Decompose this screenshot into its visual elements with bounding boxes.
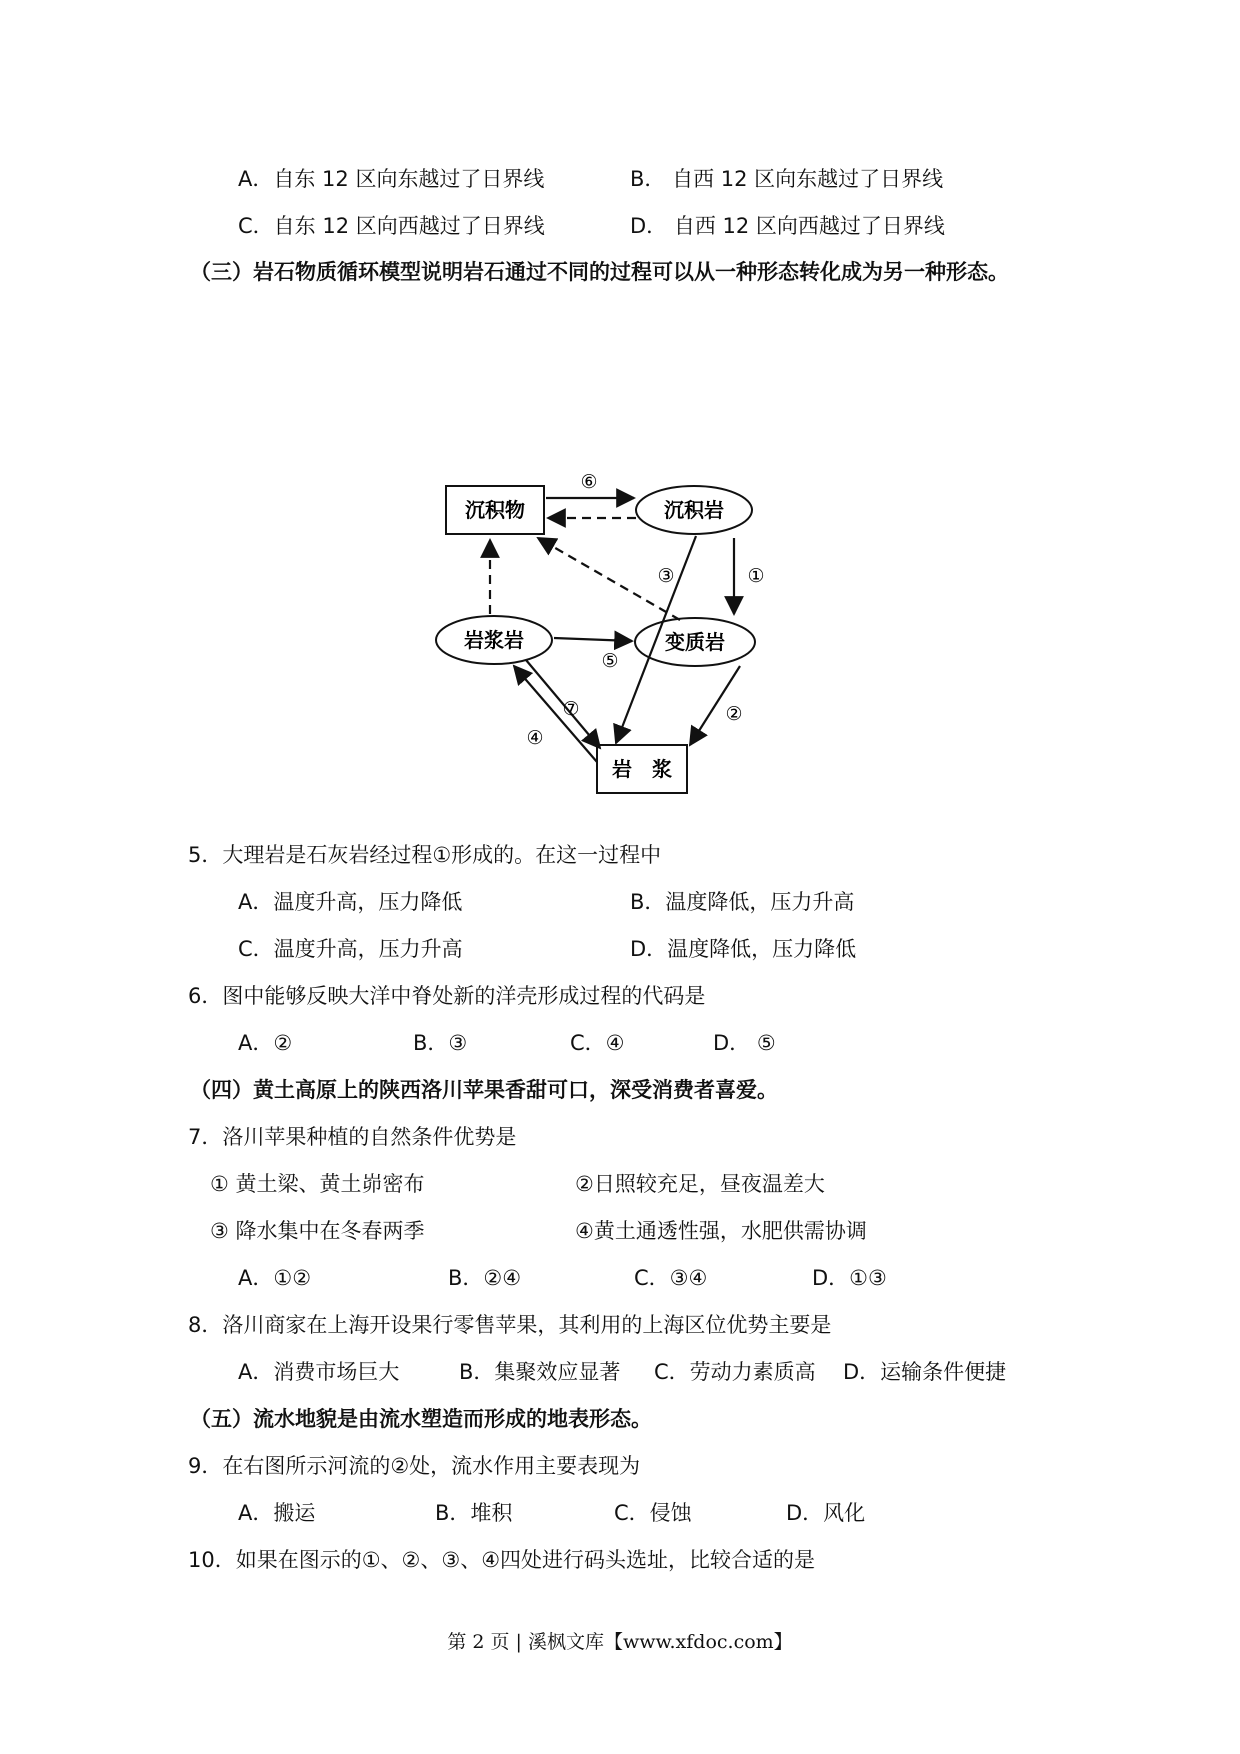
q5-option-b: B．温度降低，压力升高 <box>630 890 855 914</box>
q7-item-2: ②日照较充足，昼夜温差大 <box>575 1172 825 1196</box>
q8-stem: 8．洛川商家在上海开设果行零售苹果，其利用的上海区位优势主要是 <box>188 1313 832 1337</box>
q8-option-c: C．劳动力素质高 <box>654 1360 816 1384</box>
rock-cycle-diagram <box>430 460 830 800</box>
q9-option-b: B．堆积 <box>435 1501 513 1525</box>
section3-heading: （三）岩石物质循环模型说明岩石通过不同的过程可以从一种形态转化成为另一种形态。 <box>190 260 1009 284</box>
node-igneous-rock-label: 岩浆岩 <box>464 628 524 652</box>
node-magma-label: 岩 浆 <box>612 757 672 781</box>
q5-option-c: C．温度升高，压力升高 <box>238 937 463 961</box>
q9-option-c: C．侵蚀 <box>614 1501 692 1525</box>
q9-stem: 9．在右图所示河流的②处，流水作用主要表现为 <box>188 1454 641 1478</box>
q6-option-b: B．③ <box>413 1031 468 1055</box>
q6-option-a: A．② <box>238 1031 293 1055</box>
node-sediment-label: 沉积物 <box>465 498 525 522</box>
q4-option-a: A．自东 12 区向东越过了日界线 <box>238 167 545 191</box>
section5-heading: （五）流水地貌是由流水塑造而形成的地表形态。 <box>190 1407 652 1431</box>
q4-option-d: D． 自西 12 区向西越过了日界线 <box>630 214 945 238</box>
q5-stem: 5．大理岩是石灰岩经过程①形成的。在这一过程中 <box>188 843 662 867</box>
section4-heading: （四）黄土高原上的陕西洛川苹果香甜可口，深受消费者喜爱。 <box>190 1078 778 1102</box>
arrow-5-igneous-metamorphism <box>554 638 632 641</box>
q5-option-a: A．温度升高，压力降低 <box>238 890 463 914</box>
q7-stem: 7．洛川苹果种植的自然条件优势是 <box>188 1125 517 1149</box>
q6-option-c: C．④ <box>570 1031 625 1055</box>
q7-item-1: ① 黄土梁、黄土峁密布 <box>210 1172 425 1196</box>
q7-option-a: A．①② <box>238 1266 312 1290</box>
q8-option-b: B．集聚效应显著 <box>459 1360 621 1384</box>
q6-option-d: D． ⑤ <box>713 1031 776 1055</box>
q8-option-d: D．运输条件便捷 <box>843 1360 1007 1384</box>
q9-option-d: D．风化 <box>786 1501 866 1525</box>
q6-stem: 6．图中能够反映大洋中脊处新的洋壳形成过程的代码是 <box>188 984 706 1008</box>
page-footer: 第 2 页 | 溪枫文库【www.xfdoc.com】 <box>447 1631 793 1653</box>
label-process-2: ② <box>725 703 743 725</box>
node-sedimentary-rock-label: 沉积岩 <box>664 498 724 522</box>
q7-option-b: B．②④ <box>448 1266 522 1290</box>
label-process-5: ⑤ <box>601 650 619 672</box>
label-process-6: ⑥ <box>580 471 598 493</box>
q8-option-a: A．消费市场巨大 <box>238 1360 400 1384</box>
q4-option-b: B． 自西 12 区向东越过了日界线 <box>630 167 944 191</box>
node-metamorphic-rock-label: 变质岩 <box>665 630 725 654</box>
q7-item-3: ③ 降水集中在冬春两季 <box>210 1219 425 1243</box>
label-process-1: ① <box>747 565 765 587</box>
label-process-3: ③ <box>657 565 675 587</box>
q9-option-a: A．搬运 <box>238 1501 316 1525</box>
q4-option-c: C．自东 12 区向西越过了日界线 <box>238 214 545 238</box>
q5-option-d: D．温度降低，压力降低 <box>630 937 857 961</box>
q7-option-c: C．③④ <box>634 1266 708 1290</box>
q7-option-d: D．①③ <box>812 1266 887 1290</box>
label-process-4: ④ <box>526 727 544 749</box>
q7-item-4: ④黄土通透性强，水肥供需协调 <box>575 1219 867 1243</box>
label-process-7: ⑦ <box>562 698 580 720</box>
q10-stem: 10．如果在图示的①、②、③、④四处进行码头选址，比较合适的是 <box>188 1548 816 1572</box>
